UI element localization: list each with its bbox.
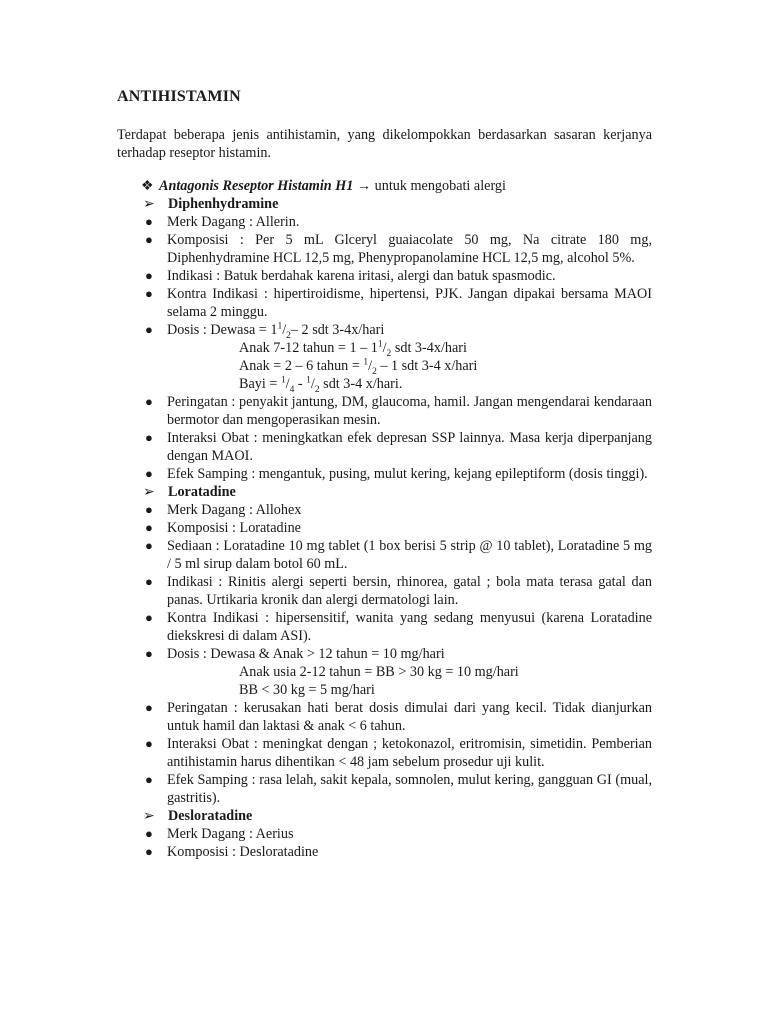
- list-item: ● Kontra Indikasi : hipersensitif, wanita yang sedang menyusui (karena Loratadine diekskresi di dalam ASI).: [145, 610, 652, 644]
- arrowhead-bullet-icon: ➢: [143, 196, 155, 212]
- drug-name: Diphenhydramine: [168, 196, 279, 212]
- intro-paragraph: Terdapat beberapa jenis antihistamin, yang dikelompokkan berdasarkan sasaran kerjanya terhadap reseptor histamin.: [117, 127, 652, 161]
- section-title: Antagonis Reseptor Histamin H1: [159, 178, 354, 194]
- section-heading: [141, 177, 652, 195]
- dosis-line: BB < 30 kg = 5 mg/hari: [239, 682, 375, 698]
- bullet-icon: ●: [145, 430, 153, 445]
- drug-info-list: [141, 825, 652, 861]
- page-title: ANTIHISTAMIN: [117, 88, 241, 105]
- arrowhead-bullet-icon: ➢: [143, 484, 155, 500]
- bullet-icon: ●: [145, 538, 153, 553]
- list-item: ● Efek Samping : rasa lelah, sakit kepala, somnolen, mulut kering, gangguan GI (mual, gastritis).: [145, 772, 652, 806]
- list-item: ● Kontra Indikasi : hipertiroidisme, hipertensi, PJK. Jangan dipakai bersama MAOI selama 2 minggu.: [145, 286, 652, 320]
- list-item: ● Merk Dagang : Allohex: [145, 502, 302, 518]
- list-item: ● Komposisi : Desloratadine: [145, 844, 319, 860]
- bullet-icon: ●: [145, 772, 153, 787]
- bullet-icon: ●: [145, 268, 153, 283]
- drug-name: Loratadine: [168, 484, 236, 500]
- drug-info-list: [141, 501, 652, 807]
- dosis-line: Bayi = $^1/_4 - ^1/_2$ sdt 3-4 x/hari.: [239, 375, 403, 395]
- bullet-icon: ●: [145, 610, 153, 625]
- list-item: ● Merk Dagang : Allerin.: [145, 214, 300, 230]
- bullet-icon: ●: [145, 520, 153, 535]
- bullet-icon: ●: [145, 322, 153, 337]
- bullet-icon: ●: [145, 826, 153, 841]
- list-item: ● Efek Samping : mengantuk, pusing, mulut kering, kejang epileptiform (dosis tinggi).: [145, 466, 648, 482]
- dosis-line: Dosis : Dewasa & Anak > 12 tahun = 10 mg/hari: [167, 646, 445, 662]
- list-item: ● Merk Dagang : Aerius: [145, 826, 294, 842]
- bullet-icon: ●: [145, 700, 153, 715]
- drug-desloratadine: [141, 807, 652, 861]
- diamond-bullet-icon: ❖: [141, 178, 154, 194]
- dosis-line: Dosis : Dewasa = $1^1/_2-$ 2 sdt 3-4x/hari: [167, 321, 385, 341]
- list-item: ● Komposisi : Per 5 mL Glceryl guaiacolate 50 mg, Na citrate 180 mg, Diphenhydramine HCL 12,5 mg, Phenypropanolamine HCL 12,5 mg, alcohol 5%.: [145, 232, 652, 266]
- list-item: ● Indikasi : Rinitis alergi seperti bersin, rhinorea, gatal ; bola mata terasa gatal dan panas. Urtikaria kronik dan alergi dermatologi lain.: [145, 574, 652, 608]
- bullet-icon: ●: [145, 736, 153, 751]
- drug-name: Desloratadine: [168, 808, 253, 824]
- bullet-icon: ●: [145, 646, 153, 661]
- list-item: ● Interaksi Obat : meningkatkan efek depresan SSP lainnya. Masa kerja diperpanjang dengan MAOI.: [145, 430, 652, 464]
- section-h1-antagonist: [141, 177, 652, 861]
- arrowhead-bullet-icon: ➢: [143, 808, 155, 824]
- list-item: ● Peringatan : penyakit jantung, DM, glaucoma, hamil. Jangan mengendarai kendaraan bermotor dan mengoperasikan mesin.: [145, 394, 652, 428]
- list-item: ● Interaksi Obat : meningkat dengan ; ketokonazol, eritromisin, simetidin. Pemberian antihistamin harus dihentikan < 48 jam sebelum prosedur uji kulit.: [145, 736, 652, 770]
- drug-info-list: [141, 213, 652, 483]
- section-suffix: untuk mengobati alergi: [374, 178, 506, 194]
- dosis-item: [141, 321, 652, 393]
- dosis-line: Anak = 2 – 6 tahun = $^1/_2 - 1$ sdt 3-4 x/hari: [239, 357, 478, 377]
- dosis-line: Anak 7-12 tahun = $1 - 1^1/_2$ sdt 3-4x/hari: [239, 339, 467, 359]
- list-item: ● Komposisi : Loratadine: [145, 520, 301, 536]
- drug-heading: [141, 807, 652, 825]
- list-item: ● Indikasi : Batuk berdahak karena iritasi, alergi dan batuk spasmodic.: [145, 268, 556, 284]
- drug-heading: [141, 483, 652, 501]
- list-item: ● Peringatan : kerusakan hati berat dosis dimulai dari yang kecil. Tidak dianjurkan untuk hamil dan laktasi & anak < 6 tahun.: [145, 700, 652, 734]
- drug-heading: [141, 195, 652, 213]
- bullet-icon: ●: [145, 466, 153, 481]
- bullet-icon: ●: [145, 214, 153, 229]
- list-item: ● Sediaan : Loratadine 10 mg tablet (1 box berisi 5 strip @ 10 tablet), Loratadine 5 mg / 5 ml sirup dalam botol 60 mL.: [145, 538, 652, 572]
- bullet-icon: ●: [145, 232, 153, 247]
- bullet-icon: ●: [145, 286, 153, 301]
- drug-loratadine: [141, 483, 652, 807]
- dosis-line: Anak usia 2-12 tahun = BB > 30 kg = 10 mg/hari: [239, 664, 519, 680]
- dosis-item: [141, 645, 652, 699]
- drug-diphenhydramine: [141, 195, 652, 483]
- bullet-icon: ●: [145, 574, 153, 589]
- bullet-icon: ●: [145, 502, 153, 517]
- bullet-icon: ●: [145, 394, 153, 409]
- arrow-icon: →: [356, 178, 372, 194]
- bullet-icon: ●: [145, 844, 153, 859]
